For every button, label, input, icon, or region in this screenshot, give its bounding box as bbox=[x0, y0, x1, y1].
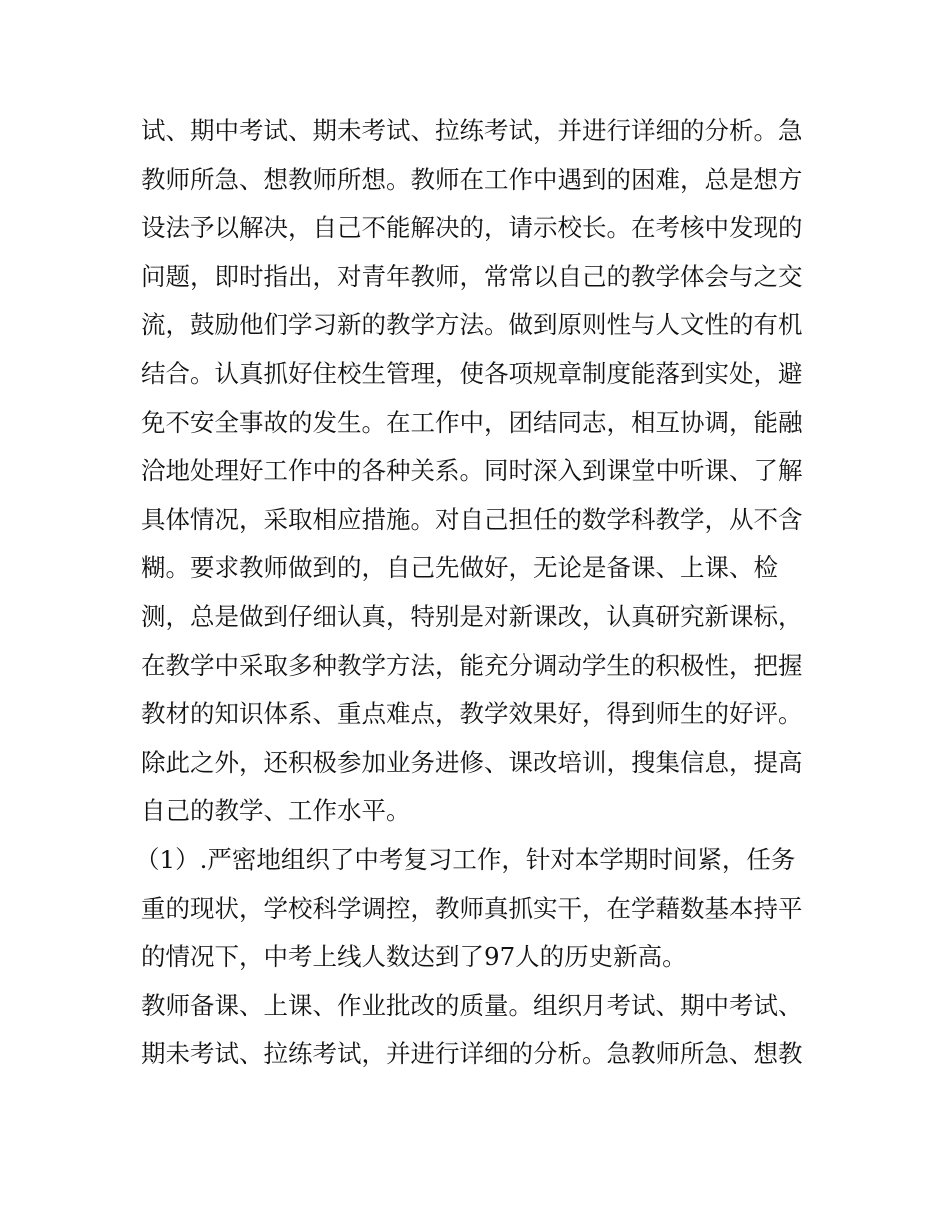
text-line: 期未考试、拉练考试，并进行详细的分析。急教师所急、想教 bbox=[141, 1039, 803, 1069]
text-line: 除此之外，还积极参加业务进修、课改培训，搜集信息，提高 bbox=[141, 747, 803, 777]
text-line: 教师备课、上课、作业批改的质量。组织月考试、期中考试、 bbox=[141, 990, 803, 1020]
body-text bbox=[135, 107, 821, 1079]
text-line: 流，鼓励他们学习新的教学方法。做到原则性与人文性的有机 bbox=[141, 310, 803, 340]
text-line: 糊。要求教师做到的，自己先做好，无论是备课、上课、检 bbox=[141, 553, 778, 583]
text-line: 洽地处理好工作中的各种关系。同时深入到课堂中听课、了解 bbox=[141, 456, 803, 486]
text-line: 设法予以解决，自己不能解决的，请示校长。在考核中发现的 bbox=[141, 213, 803, 243]
text-line: 试、期中考试、期未考试、拉练考试，并进行详细的分析。急 bbox=[141, 116, 803, 145]
text-line: 免不安全事故的发生。在工作中，团结同志，相互协调，能融 bbox=[141, 407, 803, 437]
text-line: 测，总是做到仔细认真，特别是对新课改，认真研究新课标， bbox=[141, 601, 803, 631]
text-line: 问题，即时指出，对青年教师，常常以自己的教学体会与之交 bbox=[141, 261, 803, 291]
text-line: 结合。认真抓好住校生管理，使各项规章制度能落到实处，避 bbox=[141, 358, 803, 388]
text-line: 在教学中采取多种教学方法，能充分调动学生的积极性，把握 bbox=[141, 650, 803, 680]
text-line: 教材的知识体系、重点难点，教学效果好，得到师生的好评。 bbox=[141, 699, 803, 729]
text-line: 教师所急、想教师所想。教师在工作中遇到的困难，总是想方 bbox=[141, 164, 803, 194]
numbered-item-line: （1）.严密地组织了中考复习工作，针对本学期时间紧，任务 bbox=[135, 844, 796, 874]
text-line: 具体情况，采取相应措施。对自己担任的数学科教学，从不含 bbox=[141, 504, 803, 534]
text-line: 自己的教学、工作水平。 bbox=[141, 796, 411, 826]
text-line: 重的现状，学校科学调控，教师真抓实干，在学藉数基本持平 bbox=[141, 893, 803, 923]
text-line: 的情况下，中考上线人数达到了97人的历史新高。 bbox=[141, 942, 687, 972]
